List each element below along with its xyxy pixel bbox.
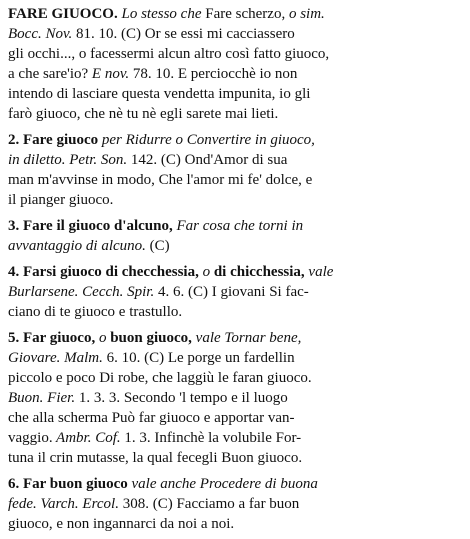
text-line bbox=[8, 302, 462, 322]
text-line bbox=[8, 24, 462, 44]
text-span: che alla scherma Può far giuoco e apportar van- bbox=[8, 410, 295, 426]
text-span: di chicchessia, bbox=[210, 264, 305, 280]
text-span: farò giuoco, che nè tu nè egli sarete mai lieti. bbox=[8, 106, 279, 122]
text-span: gli occhi..., o facessermi alcun altro così fatto giuoco, bbox=[8, 46, 330, 62]
text-line bbox=[8, 428, 462, 448]
text-line bbox=[8, 236, 462, 256]
text-span: intendo di lasciare questa vendetta impunita, io gli bbox=[8, 86, 311, 102]
text-line bbox=[8, 368, 462, 388]
text-line bbox=[8, 448, 462, 468]
text-line bbox=[8, 262, 462, 282]
text-line bbox=[8, 388, 462, 408]
text-line bbox=[8, 190, 462, 210]
text-span: fede. Varch. Ercol. bbox=[8, 496, 119, 512]
text-span: vale Tornar bene, bbox=[191, 330, 302, 346]
text-span: (C) bbox=[145, 238, 170, 254]
text-span: ciano di te giuoco e trastullo. bbox=[8, 304, 183, 320]
text-span: E nov. bbox=[88, 66, 130, 82]
text-span: 1. 3. 3. Secondo 'l tempo e il luogo bbox=[75, 390, 288, 406]
text-line bbox=[8, 216, 462, 236]
text-span: o bbox=[95, 330, 107, 346]
text-span: FARE GIUOCO. bbox=[8, 6, 118, 22]
text-span: Giovare. Malm. bbox=[8, 350, 103, 366]
text-span: avvantaggio di alcuno. bbox=[8, 238, 146, 254]
text-span: vale bbox=[304, 264, 334, 280]
text-span: in diletto. Petr. Son. bbox=[8, 152, 128, 168]
text-span: Lo stesso che bbox=[117, 6, 202, 22]
text-span: 142. (C) Ond'Amor di sua bbox=[127, 152, 288, 168]
text-line bbox=[8, 44, 462, 64]
text-line bbox=[8, 474, 462, 494]
text-span: per Ridurre o Convertire in giuoco, bbox=[98, 132, 315, 148]
text-span: 5. Far giuoco, bbox=[8, 330, 96, 346]
text-span: il pianger giuoco. bbox=[8, 192, 114, 208]
text-line bbox=[8, 104, 462, 124]
text-span: 1. 3. Infinchè la volubile For- bbox=[120, 430, 302, 446]
text-span: 81. 10. (C) Or se essi mi cacciassero bbox=[72, 26, 295, 42]
text-line bbox=[8, 514, 462, 534]
text-line bbox=[8, 170, 462, 190]
text-span: vaggio. bbox=[8, 430, 53, 446]
text-span: 3. Fare il giuoco d'alcuno, bbox=[8, 218, 173, 234]
text-span: 78. 10. E perciocchè io non bbox=[129, 66, 298, 82]
text-span: Bocc. Nov. bbox=[8, 26, 73, 42]
text-span: vale anche Procedere di buona bbox=[127, 476, 318, 492]
text-line bbox=[8, 494, 462, 514]
text-span: giuoco, e non ingannarci da noi a noi. bbox=[8, 516, 235, 532]
text-span: Far cosa che torni in bbox=[172, 218, 304, 234]
text-span: Buon. Fier. bbox=[8, 390, 76, 406]
text-span: tuna il crin mutasse, la qual fecegli Buon giuoco. bbox=[8, 450, 303, 466]
text-span: piccolo e poco Di robe, che laggiù le faran giuoco. bbox=[8, 370, 312, 386]
text-span: buon giuoco, bbox=[106, 330, 192, 346]
text-span: a che sare'io? bbox=[8, 66, 89, 82]
text-span: Fare scherzo, bbox=[201, 6, 286, 22]
text-span: 6. Far buon giuoco bbox=[8, 476, 128, 492]
text-span: o bbox=[198, 264, 211, 280]
text-span: 2. Fare giuoco bbox=[8, 132, 99, 148]
text-line bbox=[8, 348, 462, 368]
text-line bbox=[8, 150, 462, 170]
text-span: man m'avvinse in modo, Che l'amor mi fe' dolce, e bbox=[8, 172, 313, 188]
text-span: Ambr. Cof. bbox=[52, 430, 121, 446]
text-span: 308. (C) Facciamo a far buon bbox=[118, 496, 300, 512]
text-span: 4. 6. (C) I giovani Si fac- bbox=[154, 284, 309, 300]
text-line bbox=[8, 130, 462, 150]
text-span: 4. Farsi giuoco di checchessia, bbox=[8, 264, 199, 280]
text-span: 6. 10. (C) Le porge un fardellin bbox=[102, 350, 295, 366]
text-line bbox=[8, 282, 462, 302]
text-line bbox=[8, 64, 462, 84]
text-line bbox=[8, 84, 462, 104]
text-span: o sim. bbox=[285, 6, 325, 22]
text-line bbox=[8, 408, 462, 428]
text-line bbox=[8, 4, 462, 24]
text-line bbox=[8, 328, 462, 348]
text-span: Burlarsene. Cecch. Spir. bbox=[8, 284, 155, 300]
